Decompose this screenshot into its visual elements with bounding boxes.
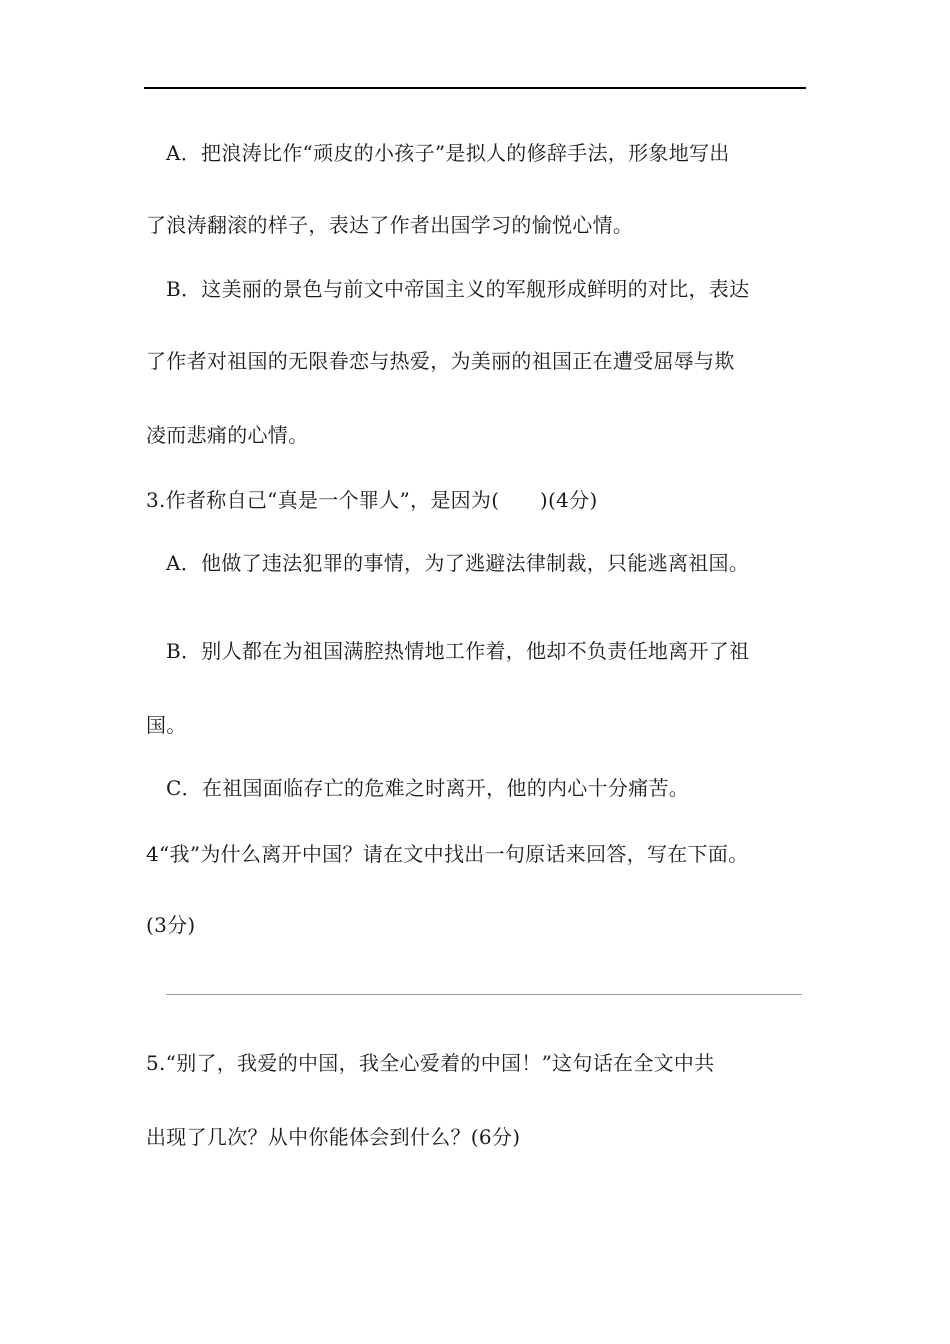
q3-stem: 3.作者称自己“真是一个罪人”，是因为( )(4分)	[146, 488, 598, 512]
q3-option-c: C．在祖国面临存亡的危难之时离开，他的内心十分痛苦。	[166, 776, 690, 800]
q3-option-a: A．他做了违法犯罪的事情，为了逃避法律制裁，只能逃离祖国。	[166, 551, 750, 575]
q2-option-b-line1: B．这美丽的景色与前文中帝国主义的军舰形成鲜明的对比，表达	[166, 277, 750, 301]
q4-answer-line[interactable]	[166, 994, 802, 995]
q2-option-b-line2: 了作者对祖国的无限眷恋与热爱，为美丽的祖国正在遭受屈辱与欺	[146, 349, 735, 373]
q5-stem-line1: 5.“别了，我爱的中国，我全心爱着的中国！”这句话在全文中共	[146, 1051, 715, 1075]
q3-option-b-line2: 国。	[146, 713, 187, 737]
q2-option-b-line3: 凌而悲痛的心情。	[146, 423, 309, 447]
q3-option-b-line1: B．别人都在为祖国满腔热情地工作着，他却不负责任地离开了祖	[166, 639, 750, 663]
q5-stem-line2: 出现了几次？从中你能体会到什么？(6分)	[146, 1125, 521, 1149]
q2-option-a-line1: A．把浪涛比作“顽皮的小孩子”是拟人的修辞手法，形象地写出	[166, 141, 730, 165]
header-rule	[144, 87, 806, 89]
q4-stem-line2: (3分)	[146, 913, 196, 937]
q4-stem-line1: 4“我”为什么离开中国？请在文中找出一句原话来回答，写在下面。	[146, 842, 749, 866]
q2-option-a-line2: 了浪涛翻滚的样子，表达了作者出国学习的愉悦心情。	[146, 213, 634, 237]
